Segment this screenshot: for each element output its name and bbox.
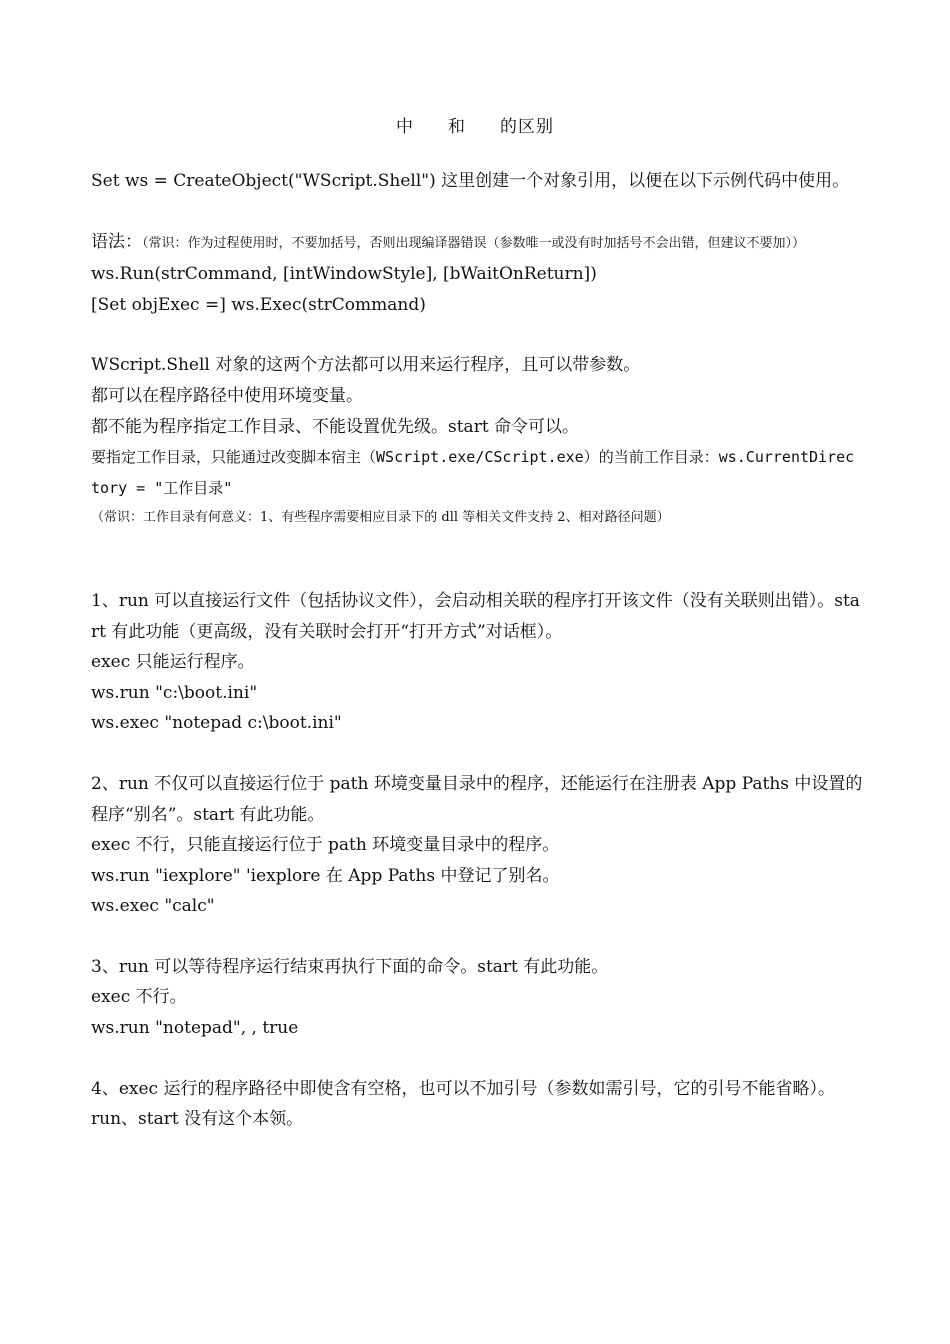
syntax-run: ws.Run(strCommand, [intWindowStyle], [bWaitOnReturn]) bbox=[91, 264, 597, 285]
point-4: 4、exec 运行的程序路径中即使含有空格，也可以不加引号（参数如需引号，它的引号不能省略）。 bbox=[91, 1078, 835, 1099]
title-part-1: 中 bbox=[396, 117, 414, 137]
spacer bbox=[91, 739, 863, 769]
point-2-code-a: ws.run "iexplore" 'iexplore 在 App Paths 中登记了别名。 bbox=[91, 865, 560, 886]
point-2-code-b: ws.exec "calc" bbox=[91, 896, 215, 917]
point-2-exec: exec 不行，只能直接运行位于 path 环境变量目录中的程序。 bbox=[91, 835, 560, 856]
point-3-exec: exec 不行。 bbox=[91, 987, 187, 1008]
document-title bbox=[0, 112, 950, 137]
point-1: 1、run 可以直接运行文件（包括协议文件），会启动相关联的程序打开该文件（没有关联则出错）。start 有此功能（更高级，没有关联时会打开“打开方式”对话框）。 bbox=[91, 590, 860, 642]
common-note: （常识：工作目录有何意义：1、有些程序需要相应目录下的 dll 等相关文件支持 2、相对路径问题） bbox=[91, 510, 670, 526]
common-line-3: 都不能为程序指定工作目录、不能设置优先级。start 命令可以。 bbox=[91, 416, 580, 437]
spacer bbox=[91, 197, 863, 227]
syntax-paragraph bbox=[91, 227, 863, 260]
title-part-3: 的区别 bbox=[500, 117, 554, 137]
point-4-other: run、start 没有这个本领。 bbox=[91, 1109, 304, 1130]
point-3-code: ws.run "notepad", , true bbox=[91, 1018, 299, 1039]
point-1-exec: exec 只能运行程序。 bbox=[91, 652, 255, 673]
common-line-4: 要指定工作目录，只能通过改变脚本宿主（WScript.exe/CScript.exe）的当前工作目录：ws.CurrentDirectory = "工作目录" bbox=[91, 448, 855, 497]
common-line-2: 都可以在程序路径中使用环境变量。 bbox=[91, 385, 363, 406]
point-1-code-a: ws.run "c:\boot.ini" bbox=[91, 682, 258, 703]
intro-paragraph: Set ws = CreateObject("WScript.Shell") 这里创建一个对象引用，以便在以下示例代码中使用。 bbox=[91, 171, 850, 191]
common-line-1: WScript.Shell 对象的这两个方法都可以用来运行程序，且可以带参数。 bbox=[91, 355, 641, 376]
document-content bbox=[91, 166, 863, 1135]
point-1-code-b: ws.exec "notepad c:\boot.ini" bbox=[91, 713, 342, 734]
point-3: 3、run 可以等待程序运行结束再执行下面的命令。start 有此功能。 bbox=[91, 956, 609, 977]
spacer bbox=[91, 534, 863, 586]
syntax-exec: [Set objExec =] ws.Exec(strCommand) bbox=[91, 294, 426, 315]
syntax-note: （常识：作为过程使用时，不要加括号，否则出现编译器错误（参数唯一或没有时加括号不会出错，但建议不要加）） bbox=[142, 235, 806, 251]
point-2: 2、run 不仅可以直接运行位于 path 环境变量目录中的程序，还能运行在注册表 App Paths 中设置的程序“别名”。start 有此功能。 bbox=[91, 773, 863, 825]
syntax-label: 语法： bbox=[91, 231, 142, 252]
spacer bbox=[91, 1044, 863, 1074]
title-part-2: 和 bbox=[448, 117, 466, 137]
spacer bbox=[91, 922, 863, 952]
spacer bbox=[91, 320, 863, 350]
